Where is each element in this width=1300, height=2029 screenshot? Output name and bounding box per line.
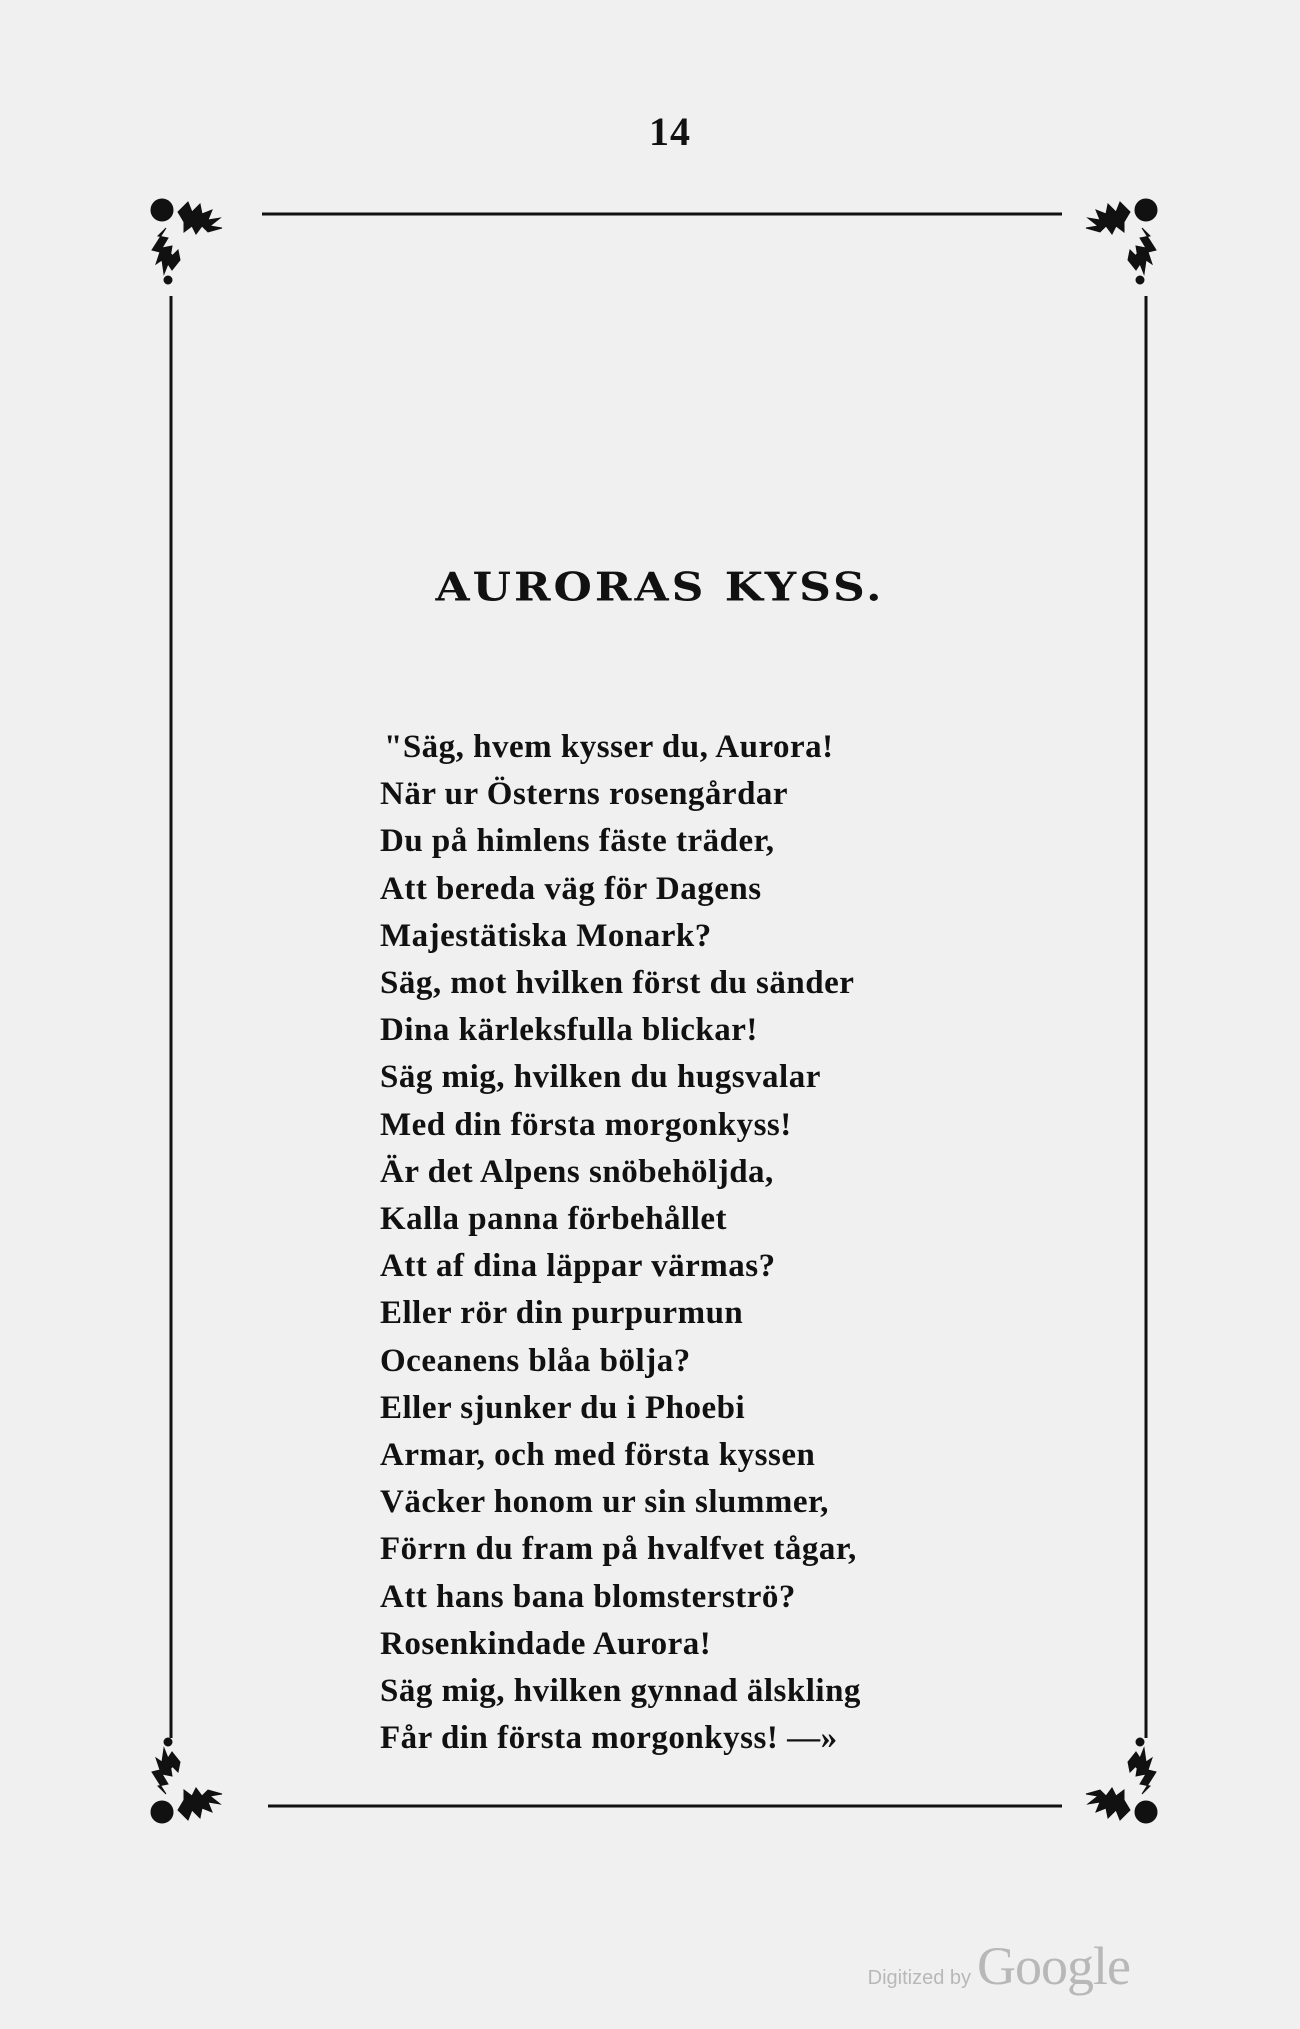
poem-line: Att bereda väg för Dagens xyxy=(380,870,762,907)
poem-line: Oceanens blåa bölja? xyxy=(380,1342,691,1379)
poem-line: Kalla panna förbehållet xyxy=(380,1201,728,1238)
corner-ornament-top-left xyxy=(151,199,222,284)
poem-body xyxy=(380,724,940,1762)
poem-line: Får din första morgonkyss! —» xyxy=(380,1720,838,1757)
page-number: 14 xyxy=(649,109,691,154)
poem-line: "Säg, hvem kysser du, Aurora! xyxy=(384,729,834,765)
poem-line: Eller sjunker du i Phoebi xyxy=(380,1389,746,1426)
poem-line: Säg mig, hvilken du hugsvalar xyxy=(380,1059,821,1096)
poem-line: Du på himlens fäste träder, xyxy=(380,823,775,860)
poem-line: Säg, mot hvilken först du sänder xyxy=(380,965,855,1002)
poem-line: Är det Alpens snöbehöljda, xyxy=(380,1153,774,1190)
poem-line: Rosenkindade Aurora! xyxy=(380,1625,712,1662)
corner-ornament-bottom-left xyxy=(151,1738,222,1823)
poem-title: AURORAS KYSS. xyxy=(435,564,885,611)
watermark-prefix: Digitized by xyxy=(867,1967,972,1989)
poem-line: Att hans bana blomsterströ? xyxy=(380,1578,796,1615)
poem-line: Eller rör din purpurmun xyxy=(380,1295,744,1332)
corner-ornament-bottom-right xyxy=(1086,1738,1157,1823)
watermark-brand: Google xyxy=(977,1936,1130,1996)
poem-line: Väcker honom ur sin slummer, xyxy=(380,1484,829,1521)
poem-line: Armar, och med första kyssen xyxy=(380,1437,816,1474)
poem-line: När ur Österns rosengårdar xyxy=(380,776,789,813)
poem-line: Att af dina läppar värmas? xyxy=(380,1248,776,1285)
poem-line: Säg mig, hvilken gynnad älskling xyxy=(380,1673,861,1710)
poem-line: Dina kärleksfulla blickar! xyxy=(380,1012,758,1049)
corner-ornament-top-right xyxy=(1086,199,1157,284)
poem-line: Majestätiska Monark? xyxy=(380,917,712,954)
poem-line: Med din första morgonkyss! xyxy=(380,1106,792,1143)
poem-line: Förrn du fram på hvalfvet tågar, xyxy=(380,1531,857,1568)
digitized-watermark xyxy=(868,1935,1130,1997)
